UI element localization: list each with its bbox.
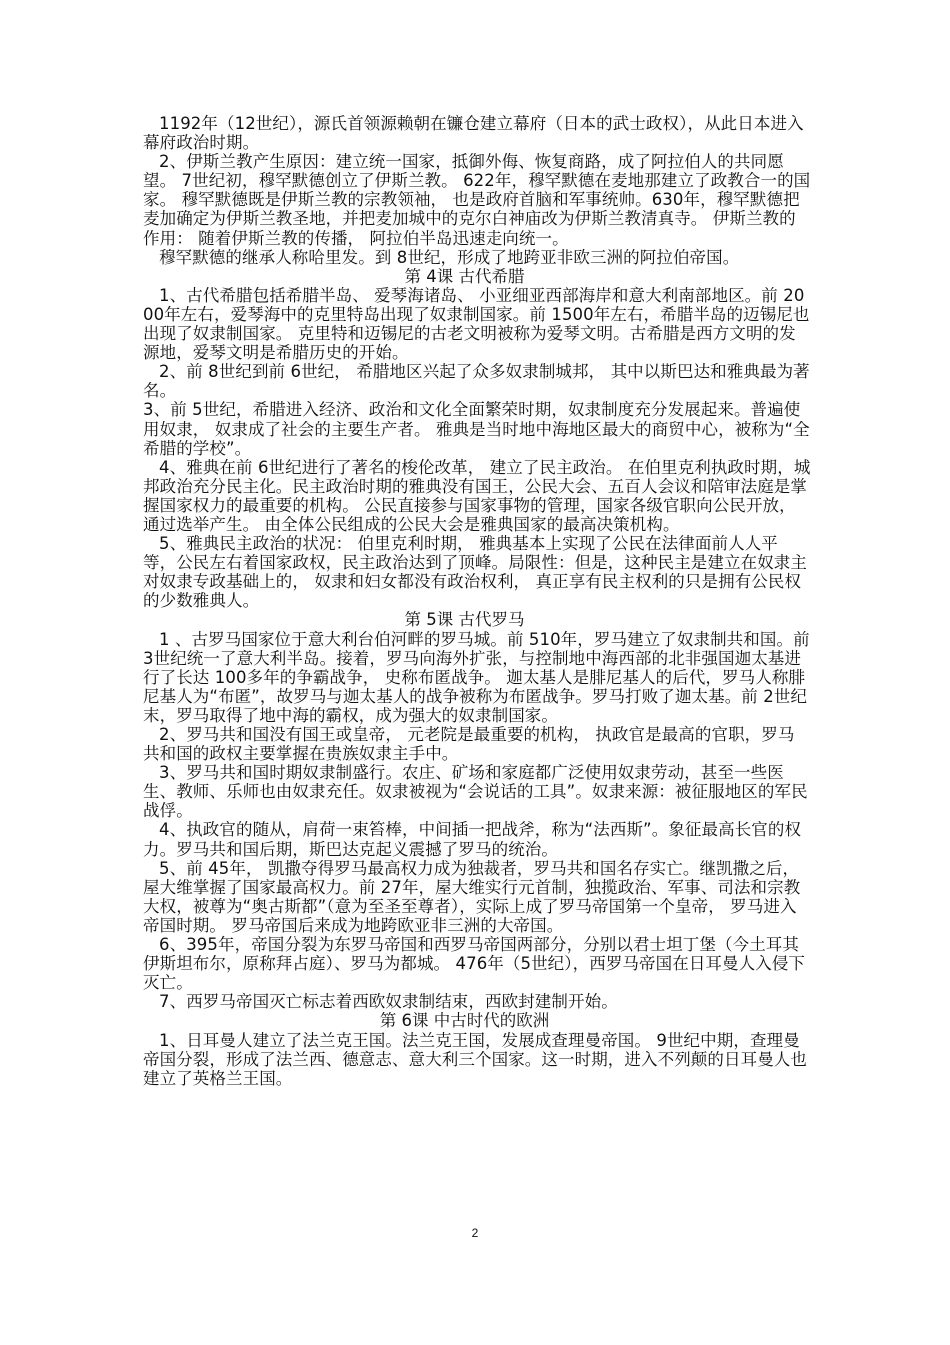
paragraph-medieval-europe-1: 1、日耳曼人建立了法兰克王国。法兰克王国，发展成查理曼帝国。 9世纪中期，查理曼帝国分裂，形成了法兰西、德意志、意大利三个国家。这一时期，进入不列颠的日耳曼人也建立了英格兰王国。: [143, 1030, 807, 1088]
lesson-4-heading: 第 4课 古代希腊: [404, 266, 525, 286]
lesson-6-heading: 第 6课 中古时代的欧洲: [379, 1011, 550, 1031]
paragraph-greece-5: 5、雅典民主政治的状况： 伯里克利时期， 雅典基本上实现了公民在法律面前人人平等，公民左右着国家政权，民主政治达到了顶峰。局限性：但是，这种民主是建立在奴隶主对奴隶专政基础上的， 奴隶和妇女都没有政治权利， 真正享有民主权利的只是拥有公民权的少数雅典人。: [143, 534, 807, 611]
paragraph-rome-6: 6、395年，帝国分裂为东罗马帝国和西罗马帝国两部分，分别以君士坦丁堡（今土耳其伊斯坦布尔，原称拜占庭）、罗马为都城。 476年（5世纪），西罗马帝国在日耳曼人入侵下灭亡。: [143, 935, 806, 993]
paragraph-greece-4: 4、雅典在前 6世纪进行了著名的梭伦改革， 建立了民主政治。 在伯里克利执政时期，城邦政治充分民主化。民主政治时期的雅典没有国王，公民大会、五百人会议和陪审法庭是掌握国家权力的最重要的机构。 公民直接参与国家事物的管理，国家各级官职向公民开放， 通过选举产生。 由全体公民组成的公民大会是雅典国家的最高决策机构。: [143, 457, 811, 534]
page-number: 2: [471, 1226, 479, 1240]
paragraph-rome-1: 1 、古罗马国家位于意大利台伯河畔的罗马城。前 510年，罗马建立了奴隶制共和国。前 3世纪统一了意大利半岛。接着，罗马向海外扩张，与控制地中海西部的北非强国迦太基进行了长达 100多年的争霸战争， 史称布匿战争。 迦太基人是腓尼基人的后代，罗马人称腓尼基人为“布匿”，故罗马与迦太基人的战争被称为布匿战争。罗马打败了迦太基。前 2世纪末，罗马取得了地中海的霸权，成为强大的奴隶制国家。: [143, 629, 810, 725]
lesson-5-heading: 第 5课 古代罗马: [404, 610, 525, 630]
document-body: [143, 114, 811, 1088]
paragraph-greece-3: 3、前 5世纪，希腊进入经济、政治和文化全面繁荣时期，奴隶制度充分发展起来。普遍使用奴隶， 奴隶成了社会的主要生产者。 雅典是当时地中海地区最大的商贸中心，被称为“全希腊的学校”。: [143, 400, 810, 458]
paragraph-islam-origin: 2、伊斯兰教产生原因：建立统一国家，抵御外侮、恢复商路，成了阿拉伯人的共同愿望。 7世纪初，穆罕默德创立了伊斯兰教。 622年，穆罕默德在麦地那建立了政教合一的国家。 穆罕默德既是伊斯兰教的宗教领袖， 也是政府首脑和军事统帅。630年，穆罕默德把麦加确定为伊斯兰教圣地，并把麦加城中的克尔白神庙改为伊斯兰教清真寺。 伊斯兰教的作用： 随着伊斯兰教的传播， 阿拉伯半岛迅速走向统一。: [143, 152, 811, 248]
paragraph-greece-1: 1、古代希腊包括希腊半岛、 爱琴海诸岛、 小亚细亚西部海岸和意大利南部地区。前 2000年左右，爱琴海中的克里特岛出现了奴隶制国家。前 1500年左右，希腊半岛的迈锡尼也出现了奴隶制国家。 克里特和迈锡尼的古老文明被称为爱琴文明。古希腊是西方文明的发源地，爱琴文明是希腊历史的开始。: [143, 285, 810, 363]
paragraph-greece-2: 2、前 8世纪到前 6世纪， 希腊地区兴起了众多奴隶制城邦， 其中以斯巴达和雅典最为著名。: [143, 362, 810, 401]
paragraph-rome-2: 2、罗马共和国没有国王或皇帝， 元老院是最重要的机构， 执政官是最高的官职，罗马共和国的政权主要掌握在贵族奴隶主手中。: [143, 725, 795, 764]
paragraph-rome-5: 5、前 45年， 凯撒夺得罗马最高权力成为独裁者，罗马共和国名存实亡。继凯撒之后，屋大维掌握了国家最高权力。前 27年，屋大维实行元首制，独揽政治、军事、司法和宗教大权，被尊为“奥古斯都”（意为至圣至尊者），实际上成了罗马帝国第一个皇帝， 罗马进入帝国时期。 罗马帝国后来成为地跨欧亚非三洲的大帝国。: [143, 858, 801, 935]
paragraph-arab-empire: 穆罕默德的继承人称哈里发。到 8世纪，形成了地跨亚非欧三洲的阿拉伯帝国。: [159, 247, 740, 267]
paragraph-rome-4: 4、执政官的随从，肩荷一束笞棒，中间插一把战斧，称为“法西斯”。象征最高长官的权力。罗马共和国后期，斯巴达克起义震撼了罗马的统治。: [143, 820, 802, 859]
paragraph-japan-shogunate: 1192年（12世纪），源氏首领源赖朝在镰仓建立幕府（日本的武士政权），从此日本进入幕府政治时期。: [143, 114, 804, 153]
paragraph-rome-3: 3、罗马共和国时期奴隶制盛行。农庄、矿场和家庭都广泛使用奴隶劳动，甚至一些医生、教师、乐师也由奴隶充任。奴隶被视为“会说话的工具”。奴隶来源：被征服地区的军民战俘。: [143, 763, 808, 821]
paragraph-rome-7: 7、西罗马帝国灭亡标志着西欧奴隶制结束，西欧封建制开始。: [159, 992, 618, 1012]
